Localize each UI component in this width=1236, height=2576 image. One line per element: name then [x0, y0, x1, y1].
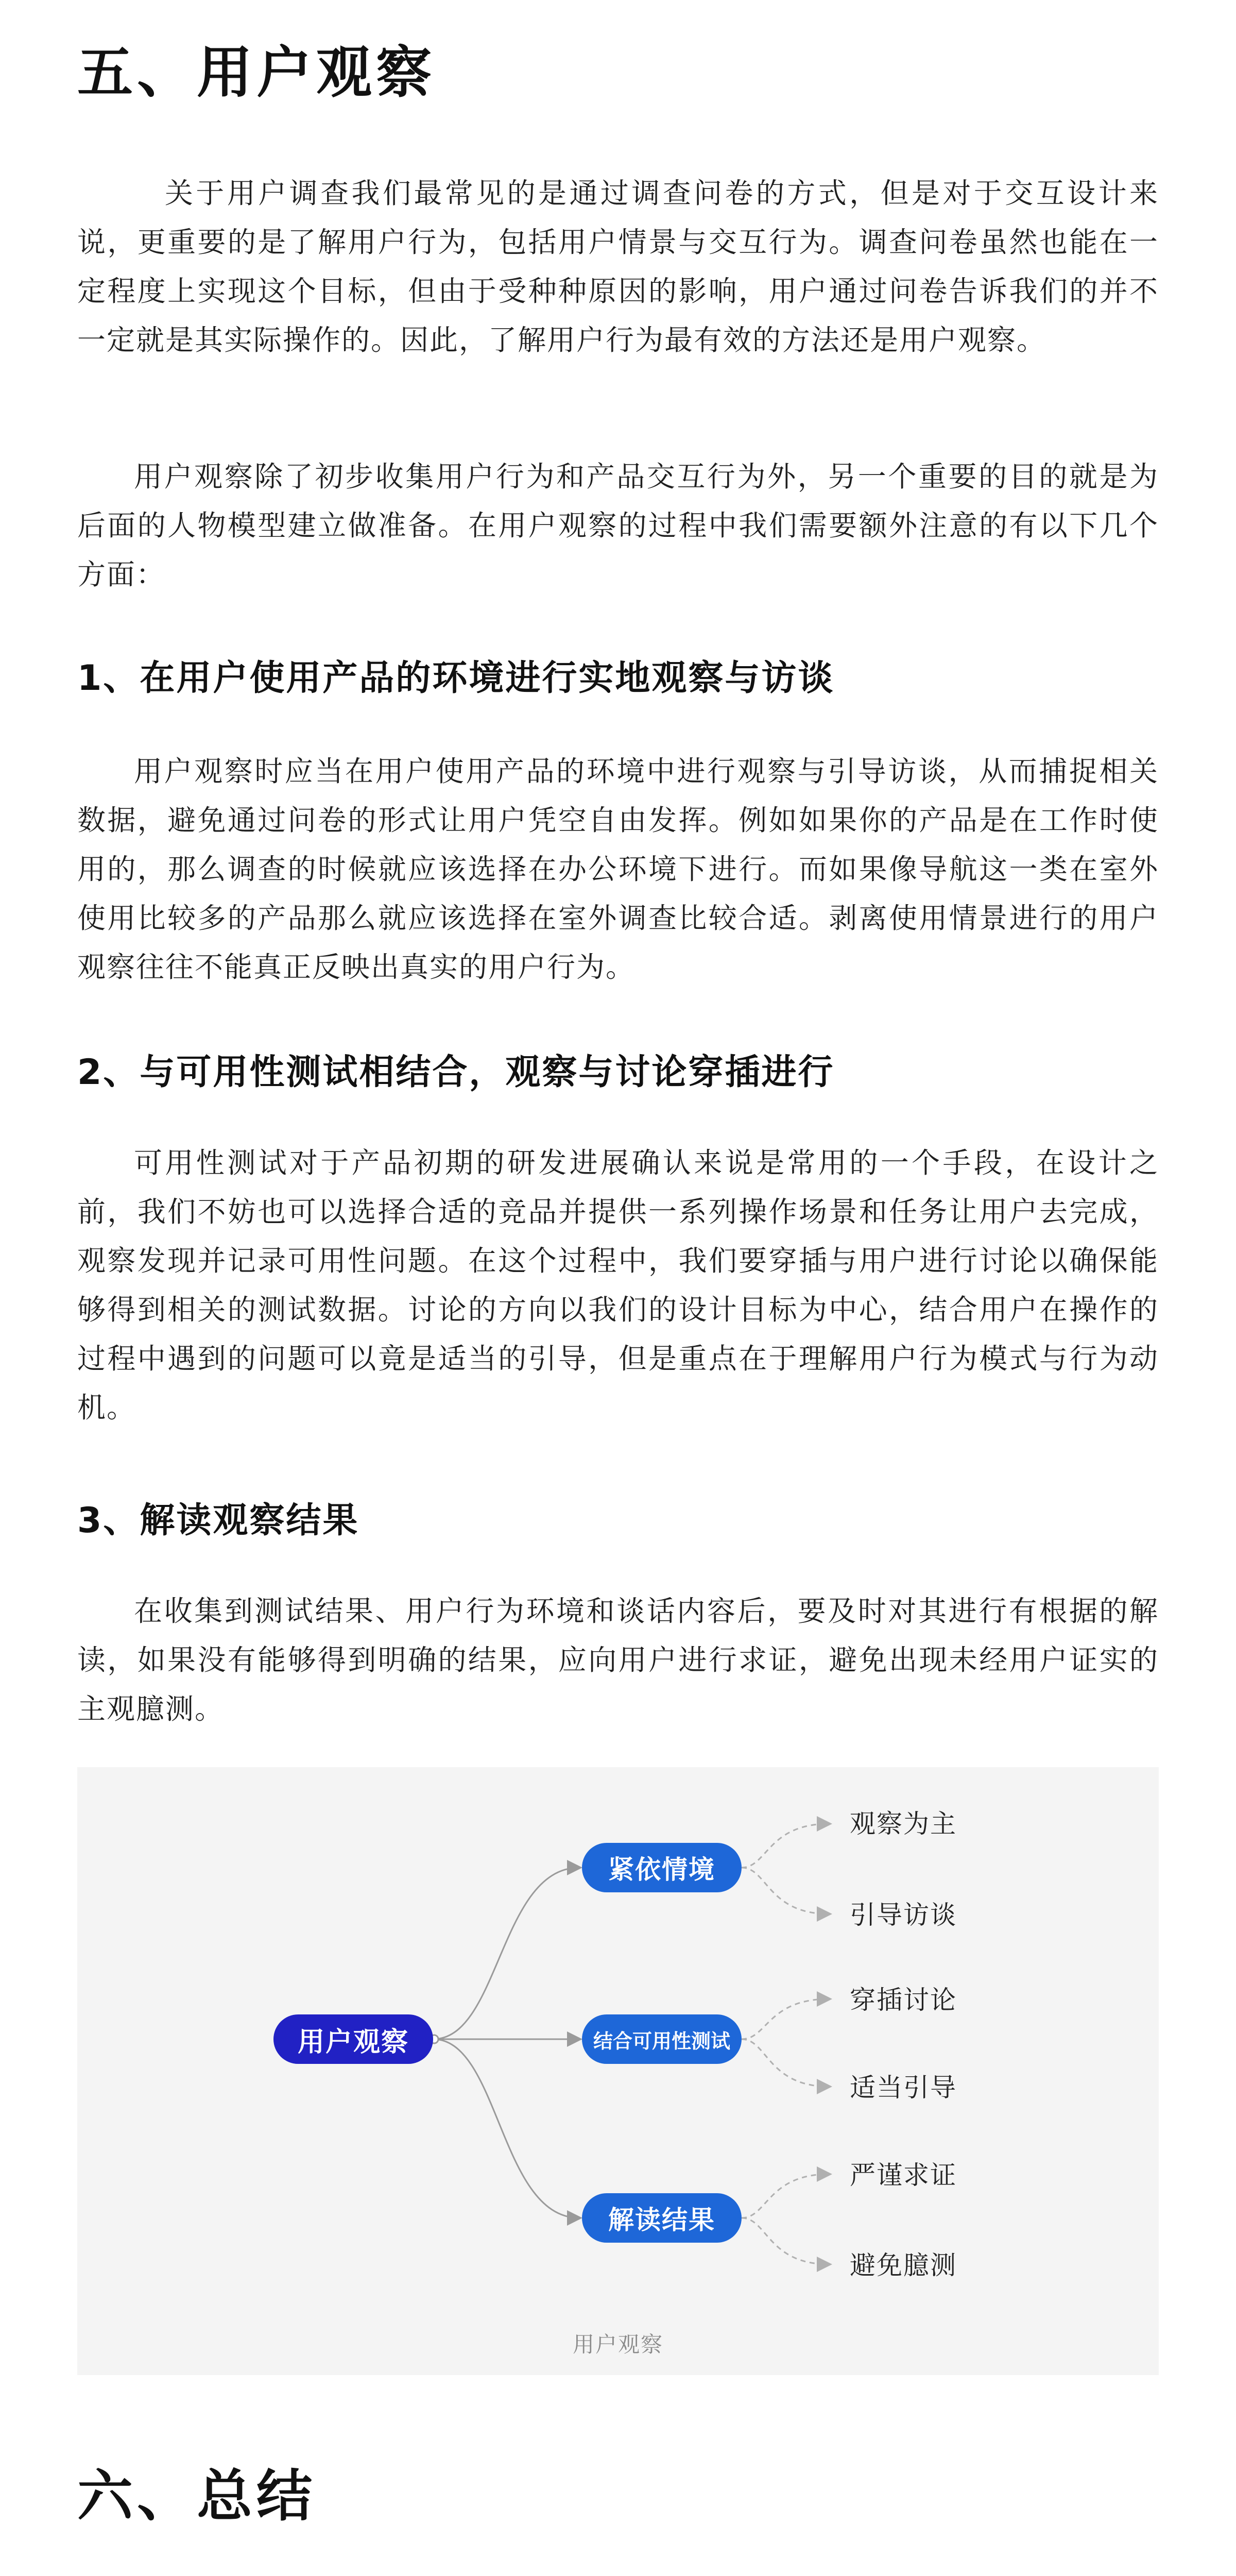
mindmap-leaf-3-2: 避免臆测 [850, 2250, 957, 2280]
section-5-para-2: 用户观察除了初步收集用户行为和产品交互行为外，另一个重要的目的就是为后面的人物模型建立做准备。在用户观察的过程中我们需要额外注意的有以下几个方面： [77, 460, 1159, 591]
connector-branch-3-leaf-1 [742, 2174, 829, 2218]
connector-root-branch-3 [433, 2039, 579, 2218]
mindmap-leaf-1-2: 引导访谈 [850, 1900, 957, 1930]
connector-branch-3-leaf-2 [742, 2218, 829, 2264]
section-5-title: 五、用户观察 [77, 41, 436, 105]
connector-root-branch-1 [433, 1868, 579, 2039]
mindmap-leaf-3-1: 严谨求证 [850, 2160, 957, 2190]
mindmap-root-node: 用户观察 [273, 2014, 433, 2064]
mindmap-leaf-1-1: 观察为主 [850, 1809, 957, 1839]
section-6-title: 六、总结 [77, 2464, 317, 2529]
mindmap-branch-2: 结合可用性测试 [582, 2014, 742, 2064]
mindmap-leaf-2-2: 适当引导 [850, 2073, 957, 2103]
connector-branch-2-leaf-1 [742, 1999, 829, 2039]
mindmap-branch-1: 紧依情境 [582, 1843, 742, 1892]
mindmap-leaf-2-1: 穿插讨论 [850, 1985, 957, 2015]
mindmap-figure [77, 1767, 1159, 2375]
connector-branch-1-leaf-1 [742, 1824, 829, 1868]
section-5-para-1: 关于用户调查我们最常见的是通过调查问卷的方式，但是对于交互设计来说，更重要的是了解用户行为，包括用户情景与交互行为。调查问卷虽然也能在一定程度上实现这个目标，但由于受种种原因的影响，用户通过问卷告诉我们的并不一定就是其实际操作的。因此，了解用户行为最有效的方法还是用户观察。 [77, 177, 1159, 357]
connector-branch-2-leaf-2 [742, 2039, 829, 2087]
connector-branch-1-leaf-2 [742, 1868, 829, 1914]
subsection-2-para: 可用性测试对于产品初期的研发进展确认来说是常用的一个手段，在设计之前，我们不妨也可以选择合适的竞品并提供一系列操作场景和任务让用户去完成，观察发现并记录可用性问题。在这个过程中，我们要穿插与用户进行讨论以确保能够得到相关的测试数据。讨论的方向以我们的设计目标为中心，结合用户在操作的过程中遇到的问题可以竟是适当的引导，但是重点在于理解用户行为模式与行为动机。 [77, 1146, 1159, 1424]
subsection-1-title: 1、在用户使用产品的环境进行实地观察与访谈 [77, 658, 835, 699]
subsection-2-title: 2、与可用性测试相结合，观察与讨论穿插进行 [77, 1052, 835, 1093]
subsection-3-para: 在收集到测试结果、用户行为环境和谈话内容后，要及时对其进行有根据的解读，如果没有能够得到明确的结果，应向用户进行求证，避免出现未经用户证实的主观臆测。 [77, 1595, 1159, 1725]
mindmap-caption: 用户观察 [572, 2332, 663, 2357]
mindmap-branch-3: 解读结果 [582, 2193, 742, 2243]
subsection-3-title: 3、解读观察结果 [77, 1500, 359, 1541]
subsection-1-para: 用户观察时应当在用户使用产品的环境中进行观察与引导访谈，从而捕捉相关数据，避免通过问卷的形式让用户凭空自由发挥。例如如果你的产品是在工作时使用的，那么调查的时候就应该选择在办公环境下进行。而如果像导航这一类在室外使用比较多的产品那么就应该选择在室外调查比较合适。剥离使用情景进行的用户观察往往不能真正反映出真实的用户行为。 [77, 755, 1159, 984]
